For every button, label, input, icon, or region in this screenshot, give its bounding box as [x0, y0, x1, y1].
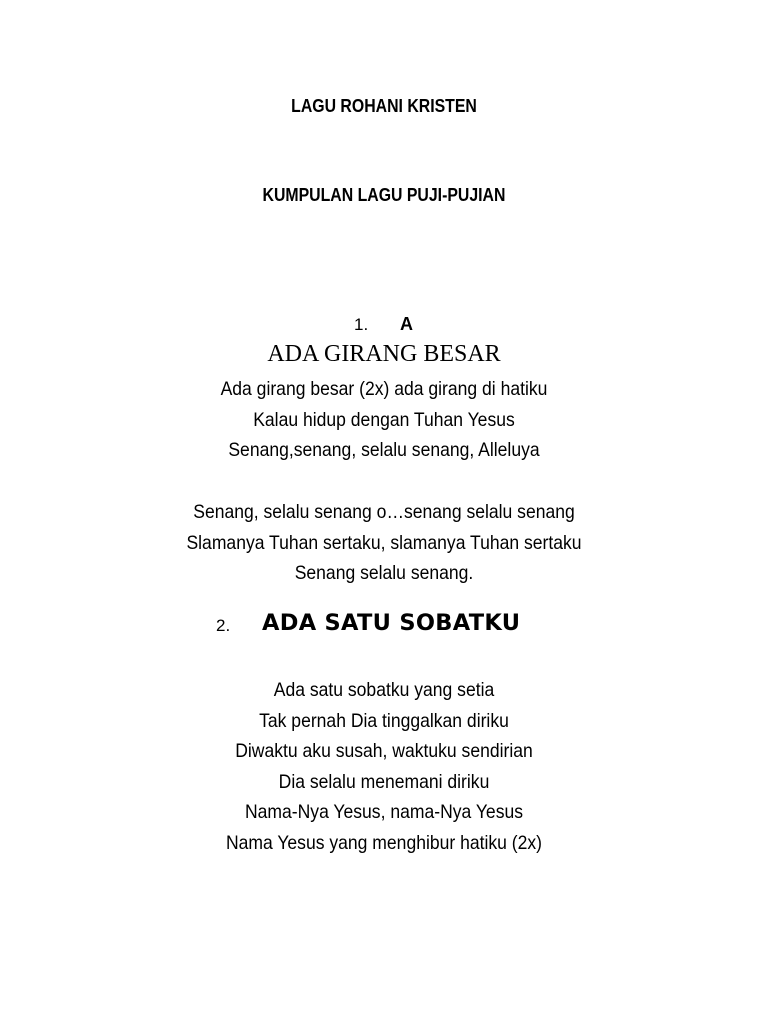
song-1-line: Kalau hidup dengan Tuhan Yesus: [253, 408, 515, 431]
document-subtitle: KUMPULAN LAGU PUJI-PUJIAN: [262, 185, 506, 205]
song-1-line: Ada girang besar (2x) ada girang di hatiku: [220, 378, 548, 400]
song-1-letter: A: [400, 314, 413, 334]
song-2-line: Nama Yesus yang menghibur hatiku (2x): [225, 831, 543, 854]
song-1-line: Slamanya Tuhan sertaku, slamanya Tuhan sertaku: [186, 531, 582, 554]
document-title: LAGU ROHANI KRISTEN: [291, 96, 477, 116]
song-2-line: Ada satu sobatku yang setia: [273, 679, 495, 701]
song-2-number: 2.: [216, 616, 231, 635]
song-2-title: ADA SATU SOBATKU: [262, 610, 521, 636]
song-2-line: Dia selalu menemani diriku: [278, 770, 490, 793]
song-2-line: Nama-Nya Yesus, nama-Nya Yesus: [244, 801, 524, 823]
song-1-line: Senang selalu senang.: [294, 562, 474, 584]
song-1-number: 1.: [354, 315, 369, 334]
song-1-line: Senang, selalu senang o…senang selalu senang: [193, 501, 575, 523]
song-2-line: Diwaktu aku susah, waktuku sendirian: [235, 740, 533, 762]
song-1-title: ADA GIRANG BESAR: [267, 341, 501, 367]
song-2-line: Tak pernah Dia tinggalkan diriku: [259, 709, 509, 732]
song-1-line: Senang,senang, selalu senang, Alleluya: [228, 439, 540, 461]
